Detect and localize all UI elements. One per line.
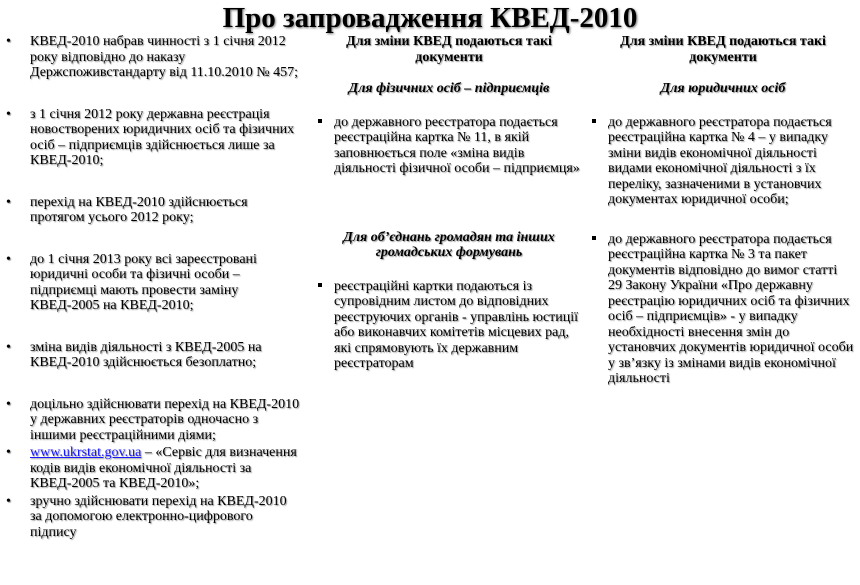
right-column-header: Для зміни КВЕД подаються такі документи [620, 34, 826, 65]
right-column [592, 34, 854, 387]
bullet-icon: • [6, 339, 11, 355]
bullet-icon: • [6, 493, 11, 509]
list-item: до державного реєстратора подається реєстраційна картка № 4 – у випадку зміни видів економічної діяльності видами економічної діяльності з їх переліку, зазначеними в установчих документах юридичної особи; [592, 115, 854, 208]
bullet-icon: • [6, 34, 11, 49]
square-bullet-icon [592, 236, 596, 240]
list-item: • зручно здійснювати перехід на КВЕД-2010 за допомогою електронно-цифрового підпису [6, 493, 287, 540]
square-bullet-icon [318, 283, 322, 287]
section-title-individuals: Для фізичних осіб – підприємців [348, 81, 550, 96]
bullet-icon: • [6, 106, 11, 122]
section-title-associations: Для об’єднань громадян та інших громадських формувань [343, 229, 555, 260]
list-item: • з 1 січня 2012 року державна реєстрація новостворених юридичних осіб та фізичних осіб – підприємців здійснюється лише за КВЕД-2010; [6, 106, 295, 168]
list-item: • зміна видів діяльності з КВЕД-2005 на КВЕД-2010 здійснюється безоплатно; [6, 339, 262, 370]
list-item: • КВЕД-2010 набрав чинності з 1 січня 2012 року відповідно до наказу Держспоживстандарту від 11.10.2010 № 457; [6, 34, 299, 80]
square-bullet-icon [592, 119, 596, 123]
bullet-icon: • [6, 251, 11, 267]
middle-column-header: Для зміни КВЕД подаються такі документи [346, 34, 552, 65]
list-item: • перехід на КВЕД-2010 здійснюється протягом усього 2012 року; [6, 194, 248, 225]
page-title: Про запровадження КВЕД-2010 [222, 2, 638, 34]
left-column [4, 34, 300, 540]
bullet-icon: • [6, 445, 11, 460]
bullet-icon: • [6, 194, 11, 210]
list-item: реєстраційні картки подаються із супровідним листом до відповідних реєструючих органів - управлінь юстиції або виконавчих комітетів місцевих рад, які спрямовують їх державним реєстраторам [318, 279, 580, 372]
list-item: до державного реєстратора подається реєстраційна картка № 3 та пакет документів відповідно до вимог статті 29 Закону України «Про державну реєстрацію юридичних осіб та фізичних осіб – підприємців» - у випадку необхідності внесення змін до установчих документів юридичної особи у зв’язку із змінами видів економічної діяльності [592, 232, 854, 387]
list-item: до державного реєстратора подається реєстраційна картка № 11, в якій заповнюється поле «зміна видів діяльності фізичної особи – підприємця» [318, 115, 580, 177]
bullet-list [4, 34, 300, 540]
list-item: • до 1 січня 2013 року всі зареєстровані юридичні особи та фізичні особи – підприємці мають провести заміну КВЕД-2005 на КВЕД-2010; [6, 251, 257, 313]
ukrstat-link[interactable]: www.ukrstat.gov.ua [30, 445, 142, 460]
section-title-legal-entities: Для юридичних осіб [660, 81, 786, 96]
middle-column [318, 34, 580, 372]
list-item: • доцільно здійснювати перехід на КВЕД-2010 у державних реєстраторів одночасно з іншими реєстраційними діями; [6, 396, 300, 443]
square-bullet-icon [318, 119, 322, 123]
list-item: • www.ukrstat.gov.ua – «Сервіс для визначення кодів видів економічної діяльності за КВЕД-2005 та КВЕД-2010»; [6, 445, 297, 491]
bullet-icon: • [6, 396, 11, 412]
